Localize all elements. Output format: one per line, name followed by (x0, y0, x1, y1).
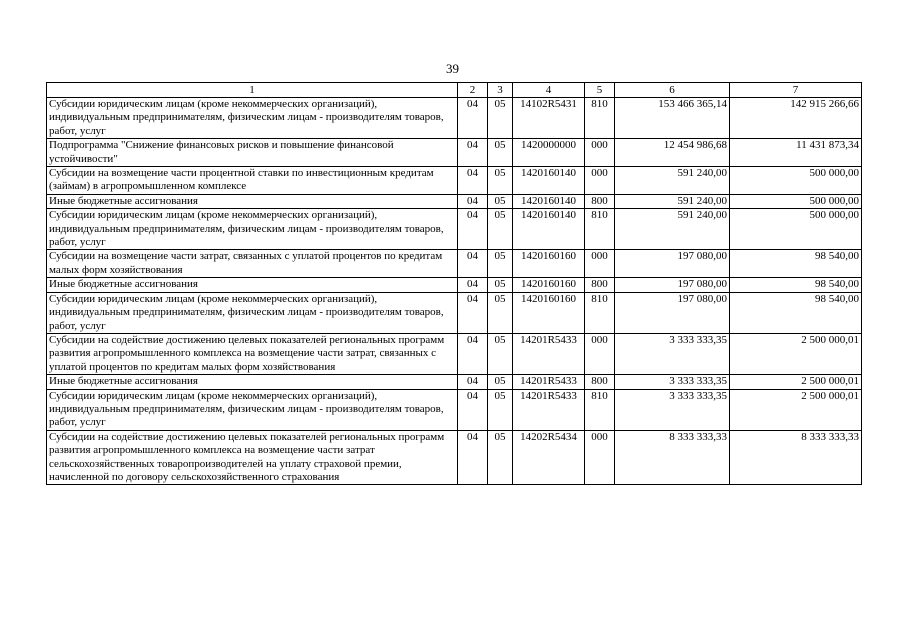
subsection-code-cell: 05 (488, 250, 513, 278)
item-name-cell: Субсидии юридическим лицам (кроме некоммерческих организаций), индивидуальным предпринимателям, физическим лицам - производителям товаров, работ, услуг (47, 98, 458, 139)
amount-col6-cell: 591 240,00 (615, 209, 730, 250)
target-code-cell: 1420160140 (513, 194, 585, 208)
table-row (47, 194, 862, 208)
item-name-cell: Субсидии юридическим лицам (кроме некоммерческих организаций), индивидуальным предпринимателям, физическим лицам - производителям товаров, работ, услуг (47, 209, 458, 250)
subsection-code-cell: 05 (488, 278, 513, 292)
column-header: 6 (615, 83, 730, 98)
expense-type-cell: 810 (585, 209, 615, 250)
target-code-cell: 1420000000 (513, 139, 585, 167)
target-code-cell: 1420160140 (513, 167, 585, 195)
expense-type-cell: 810 (585, 292, 615, 333)
section-code-cell: 04 (458, 333, 488, 374)
amount-col7-cell: 2 500 000,01 (730, 375, 862, 389)
table-row (47, 209, 862, 250)
expense-type-cell: 000 (585, 139, 615, 167)
column-header: 1 (47, 83, 458, 98)
amount-col6-cell: 197 080,00 (615, 278, 730, 292)
section-code-cell: 04 (458, 250, 488, 278)
table-row (47, 250, 862, 278)
column-header: 5 (585, 83, 615, 98)
expense-type-cell: 000 (585, 333, 615, 374)
section-code-cell: 04 (458, 139, 488, 167)
table-row (47, 333, 862, 374)
expense-type-cell: 800 (585, 194, 615, 208)
amount-col7-cell: 2 500 000,01 (730, 333, 862, 374)
subsection-code-cell: 05 (488, 167, 513, 195)
subsection-code-cell: 05 (488, 430, 513, 485)
target-code-cell: 14201R5433 (513, 333, 585, 374)
column-header: 2 (458, 83, 488, 98)
amount-col7-cell: 500 000,00 (730, 167, 862, 195)
section-code-cell: 04 (458, 98, 488, 139)
amount-col6-cell: 3 333 333,35 (615, 333, 730, 374)
amount-col6-cell: 591 240,00 (615, 194, 730, 208)
subsection-code-cell: 05 (488, 333, 513, 374)
table-row (47, 167, 862, 195)
expense-type-cell: 000 (585, 250, 615, 278)
target-code-cell: 14202R5434 (513, 430, 585, 485)
section-code-cell: 04 (458, 278, 488, 292)
subsection-code-cell: 05 (488, 375, 513, 389)
table-row (47, 139, 862, 167)
table-row (47, 292, 862, 333)
amount-col7-cell: 500 000,00 (730, 209, 862, 250)
amount-col6-cell: 591 240,00 (615, 167, 730, 195)
table-row (47, 389, 862, 430)
table-row (47, 430, 862, 485)
target-code-cell: 1420160140 (513, 209, 585, 250)
amount-col7-cell: 8 333 333,33 (730, 430, 862, 485)
item-name-cell: Иные бюджетные ассигнования (47, 375, 458, 389)
section-code-cell: 04 (458, 389, 488, 430)
section-code-cell: 04 (458, 194, 488, 208)
item-name-cell: Субсидии юридическим лицам (кроме некоммерческих организаций), индивидуальным предпринимателям, физическим лицам - производителям товаров, работ, услуг (47, 292, 458, 333)
subsection-code-cell: 05 (488, 209, 513, 250)
item-name-cell: Субсидии на содействие достижению целевых показателей региональных программ развития агропромышленного комплекса на возмещение части затрат сельскохозяйственных товаропроизводителей на уплату страховой премии, начисленной по договору сельскохозяйственного страхования (47, 430, 458, 485)
amount-col6-cell: 153 466 365,14 (615, 98, 730, 139)
expense-type-cell: 810 (585, 98, 615, 139)
column-header: 4 (513, 83, 585, 98)
column-header: 7 (730, 83, 862, 98)
target-code-cell: 1420160160 (513, 278, 585, 292)
item-name-cell: Субсидии на возмещение части затрат, связанных с уплатой процентов по кредитам малых форм хозяйствования (47, 250, 458, 278)
expense-type-cell: 810 (585, 389, 615, 430)
target-code-cell: 14201R5433 (513, 389, 585, 430)
table-row (47, 98, 862, 139)
amount-col7-cell: 98 540,00 (730, 278, 862, 292)
expense-type-cell: 000 (585, 167, 615, 195)
amount-col6-cell: 12 454 986,68 (615, 139, 730, 167)
section-code-cell: 04 (458, 167, 488, 195)
item-name-cell: Субсидии юридическим лицам (кроме некоммерческих организаций), индивидуальным предпринимателям, физическим лицам - производителям товаров, работ, услуг (47, 389, 458, 430)
table-row (47, 375, 862, 389)
page-number: 39 (446, 61, 459, 76)
amount-col7-cell: 11 431 873,34 (730, 139, 862, 167)
item-name-cell: Субсидии на возмещение части процентной ставки по инвестиционным кредитам (займам) в агропромышленном комплексе (47, 167, 458, 195)
amount-col6-cell: 197 080,00 (615, 250, 730, 278)
subsection-code-cell: 05 (488, 292, 513, 333)
amount-col6-cell: 3 333 333,35 (615, 389, 730, 430)
amount-col6-cell: 8 333 333,33 (615, 430, 730, 485)
subsection-code-cell: 05 (488, 98, 513, 139)
item-name-cell: Подпрограмма "Снижение финансовых рисков и повышение финансовой устойчивости" (47, 139, 458, 167)
target-code-cell: 14201R5433 (513, 375, 585, 389)
table-row (47, 278, 862, 292)
target-code-cell: 1420160160 (513, 250, 585, 278)
expense-type-cell: 000 (585, 430, 615, 485)
expense-type-cell: 800 (585, 375, 615, 389)
section-code-cell: 04 (458, 375, 488, 389)
amount-col7-cell: 2 500 000,01 (730, 389, 862, 430)
column-header: 3 (488, 83, 513, 98)
amount-col6-cell: 3 333 333,35 (615, 375, 730, 389)
amount-col7-cell: 98 540,00 (730, 250, 862, 278)
item-name-cell: Иные бюджетные ассигнования (47, 194, 458, 208)
section-code-cell: 04 (458, 209, 488, 250)
section-code-cell: 04 (458, 430, 488, 485)
subsection-code-cell: 05 (488, 139, 513, 167)
subsection-code-cell: 05 (488, 389, 513, 430)
header-row (47, 83, 862, 98)
amount-col7-cell: 142 915 266,66 (730, 98, 862, 139)
expense-type-cell: 800 (585, 278, 615, 292)
item-name-cell: Субсидии на содействие достижению целевых показателей региональных программ развития агропромышленного комплекса на возмещение части затрат, связанных с уплатой процентов по кредитам малых форм хозяйствования (47, 333, 458, 374)
section-code-cell: 04 (458, 292, 488, 333)
target-code-cell: 14102R5431 (513, 98, 585, 139)
target-code-cell: 1420160160 (513, 292, 585, 333)
subsection-code-cell: 05 (488, 194, 513, 208)
amount-col7-cell: 98 540,00 (730, 292, 862, 333)
budget-table (46, 82, 862, 485)
amount-col6-cell: 197 080,00 (615, 292, 730, 333)
amount-col7-cell: 500 000,00 (730, 194, 862, 208)
item-name-cell: Иные бюджетные ассигнования (47, 278, 458, 292)
